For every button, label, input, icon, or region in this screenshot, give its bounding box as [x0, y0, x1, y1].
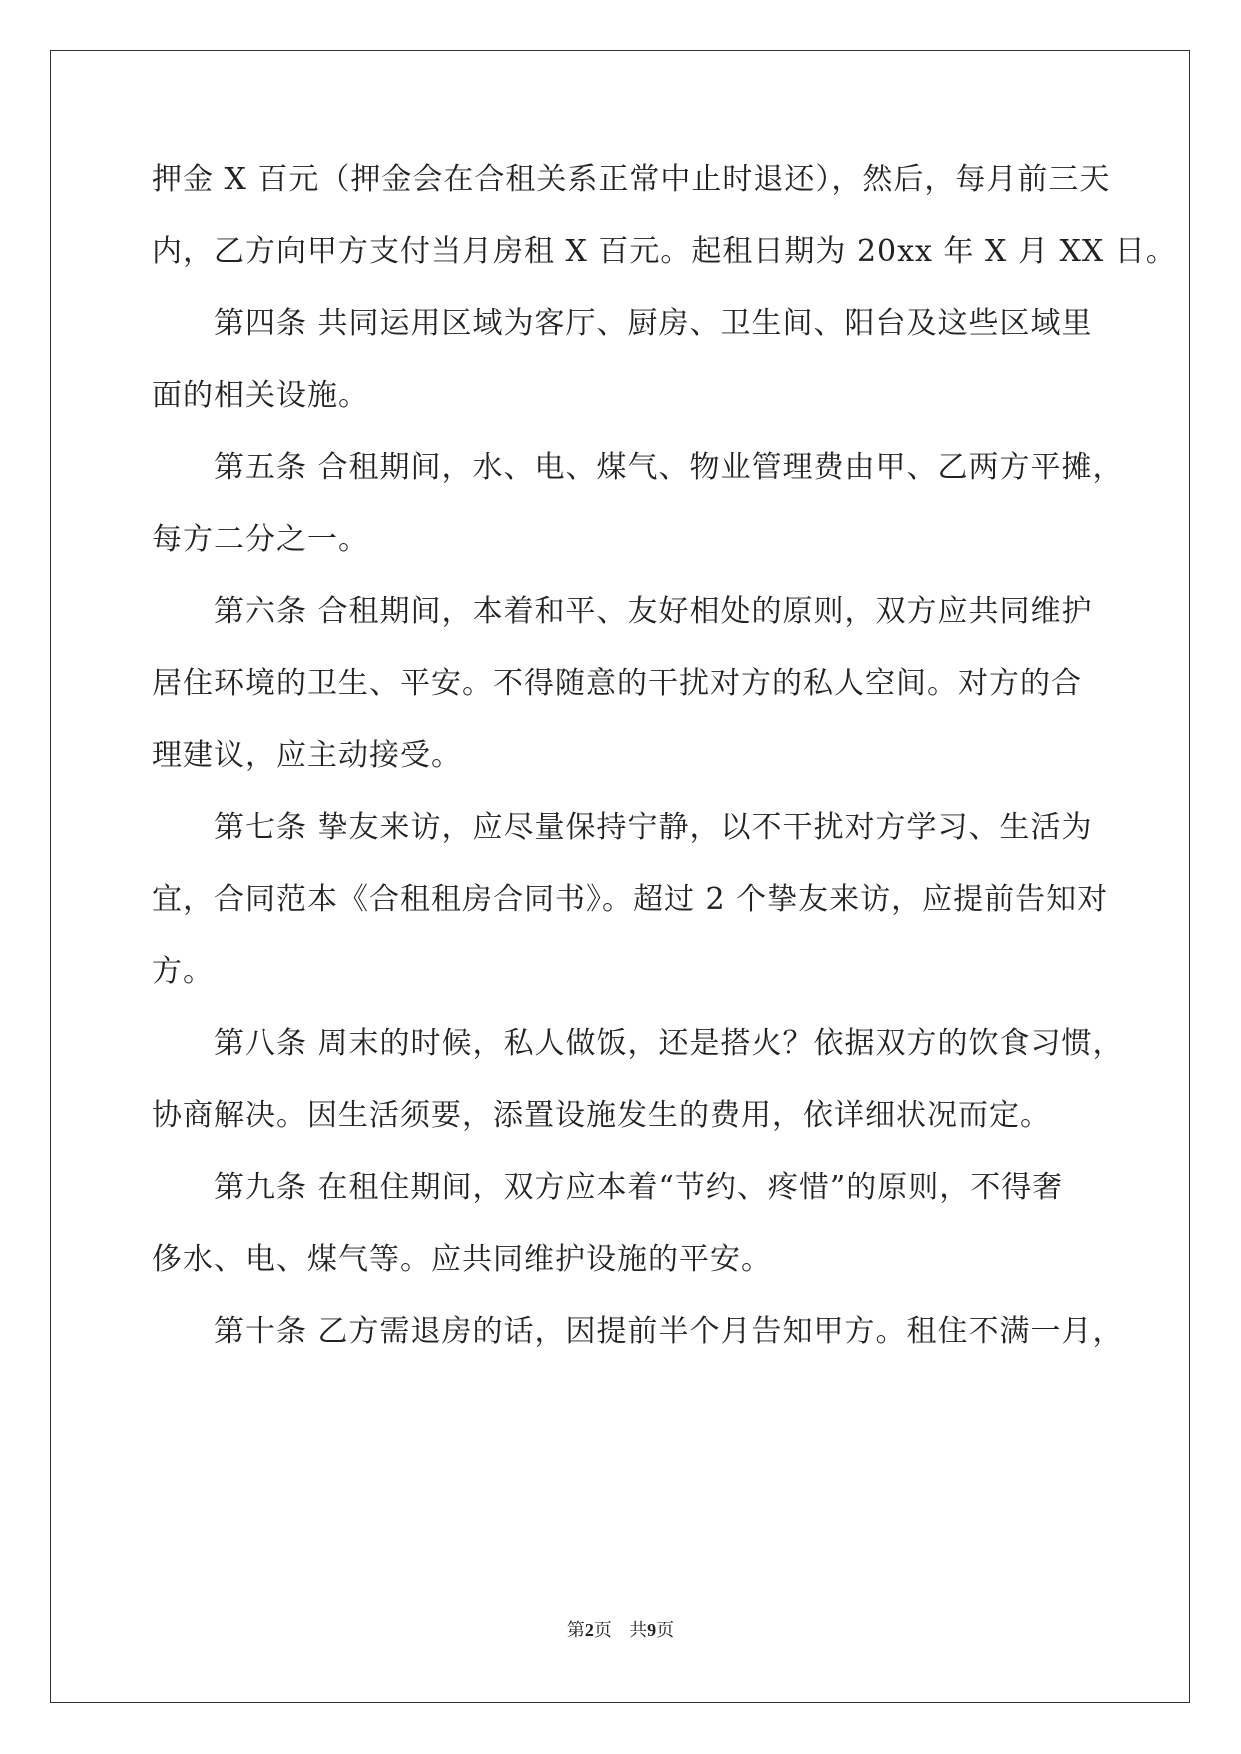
page-total: 9 [647, 1620, 657, 1640]
article-7-line: 第七条 挚友来访，应尽量保持宁静，以不干扰对方学习、生活为 [214, 810, 1093, 845]
article-5-line: 第五条 合租期间，水、电、煤气、物业管理费由甲、乙两方平摊， [214, 450, 1124, 485]
total-prefix: 共 [629, 1620, 648, 1641]
total-unit: 页 [656, 1620, 675, 1641]
article-10-line: 第十条 乙方需退房的话，因提前半个月告知甲方。租住不满一月， [214, 1314, 1124, 1349]
text-line: 押金 X 百元（押金会在合租关系正常中止时退还），然后，每月前三天 [152, 162, 1111, 197]
text-line: 每方二分之一。 [152, 522, 369, 557]
page-footer [0, 1616, 1241, 1642]
text-line: 方。 [152, 954, 214, 989]
article-6-line: 第六条 合租期间，本着和平、友好相处的原则，双方应共同维护 [214, 594, 1093, 629]
text-line: 内，乙方向甲方支付当月房租 X 百元。起租日期为 20xx 年 X 月 XX 日。 [152, 234, 1177, 269]
article-4-line: 第四条 共同运用区域为客厅、厨房、卫生间、阳台及这些区域里 [214, 306, 1093, 341]
text-line: 理建议，应主动接受。 [152, 738, 462, 773]
text-line: 居住环境的卫生、平安。不得随意的干扰对方的私人空间。对方的合 [152, 666, 1082, 701]
article-9-line: 第九条 在租住期间，双方应本着“节约、疼惜”的原则，不得奢 [214, 1170, 1064, 1205]
text-line: 协商解决。因生活须要，添置设施发生的费用，依详细状况而定。 [152, 1098, 1051, 1133]
article-8-line: 第八条 周末的时候，私人做饭，还是搭火？依据双方的饮食习惯， [214, 1026, 1124, 1061]
text-line: 侈水、电、煤气等。应共同维护设施的平安。 [152, 1242, 772, 1277]
page-unit: 页 [593, 1620, 612, 1641]
page-border [50, 50, 1190, 1703]
page-current: 2 [584, 1620, 594, 1640]
text-line: 宜，合同范本《合租租房合同书》。超过 2 个挚友来访，应提前告知对 [152, 882, 1109, 917]
text-line: 面的相关设施。 [152, 378, 369, 413]
page-prefix: 第 [566, 1620, 585, 1641]
